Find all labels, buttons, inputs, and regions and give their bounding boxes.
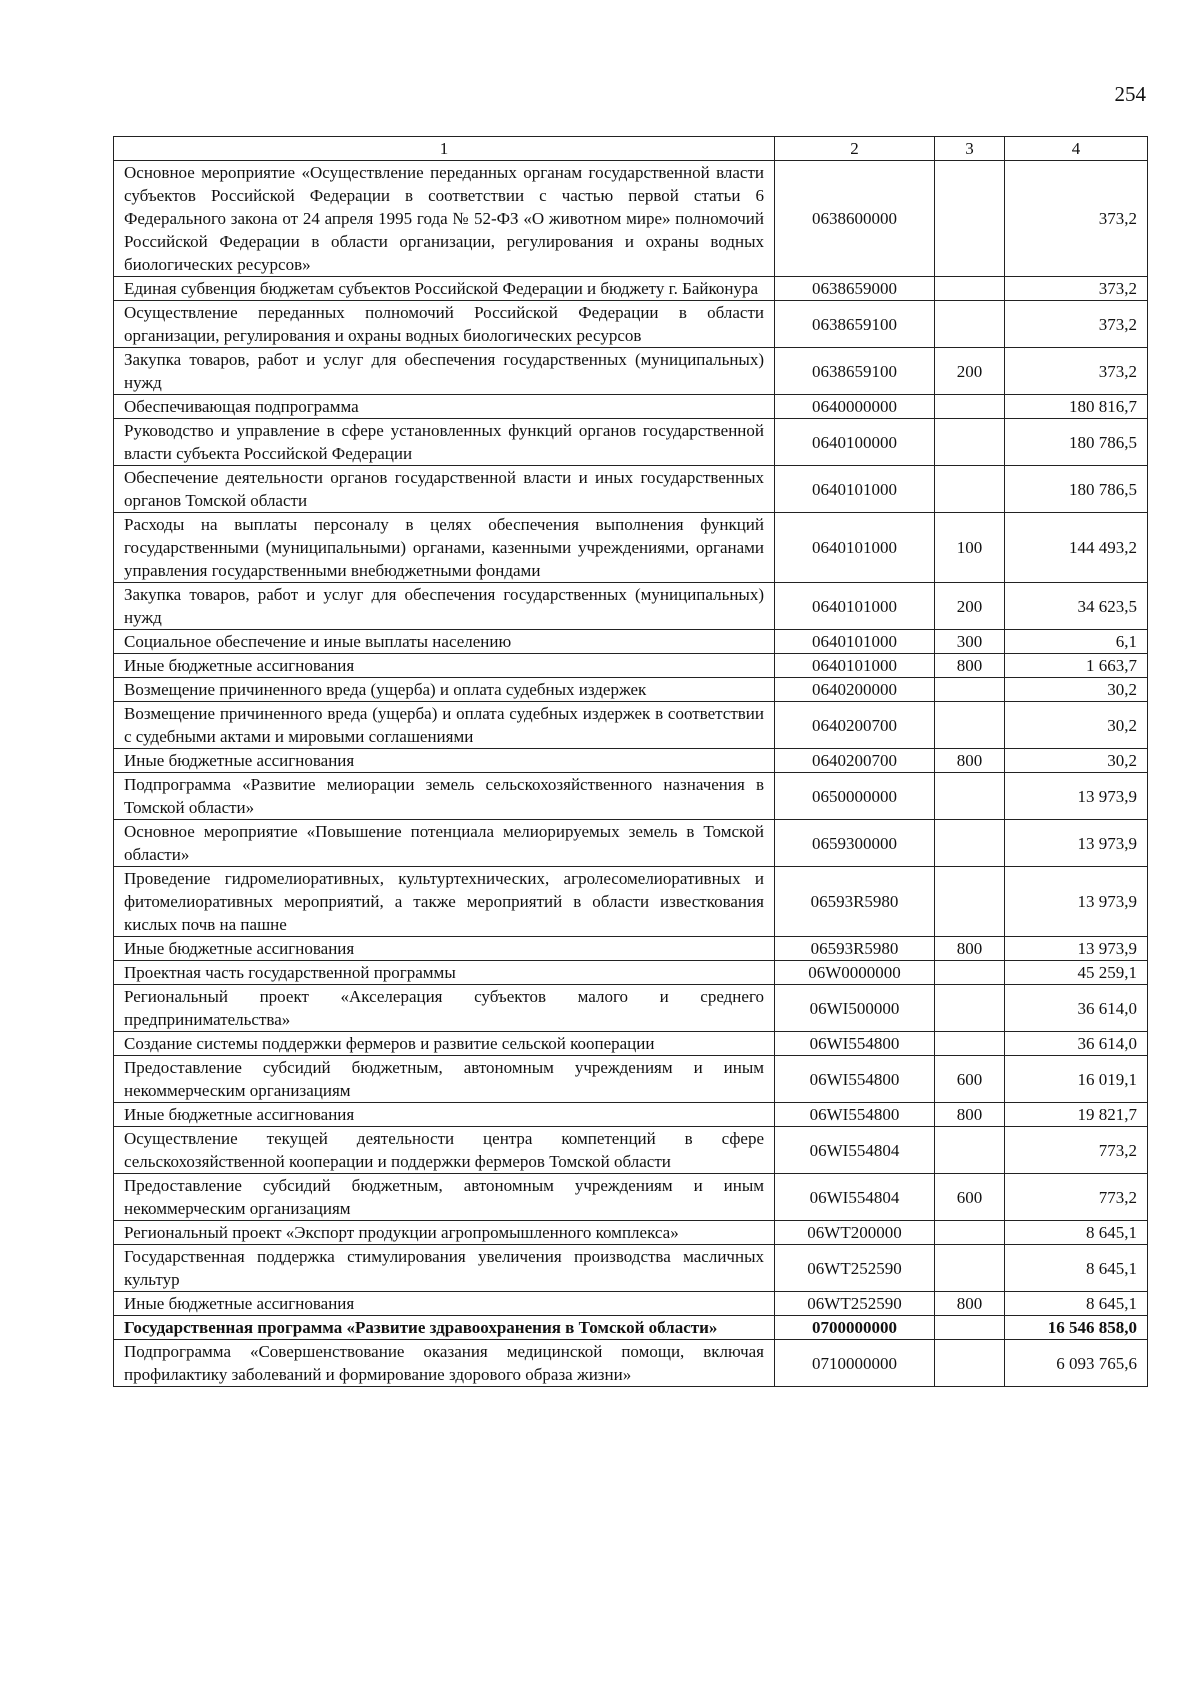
- row-amount-cell: 13 973,9: [1005, 820, 1148, 867]
- row-amount-cell: 144 493,2: [1005, 513, 1148, 583]
- row-code-cell: 0640101000: [775, 466, 935, 513]
- row-name-cell: Обеспечивающая подпрограмма: [114, 395, 775, 419]
- table-row: [114, 1103, 1148, 1127]
- row-name-cell: Осуществление текущей деятельности центра компетенций в сфере сельскохозяйственной кооперации и поддержки фермеров Томской области: [114, 1127, 775, 1174]
- row-code-cell: 06WT252590: [775, 1245, 935, 1292]
- table-row: [114, 702, 1148, 749]
- table-row: [114, 1174, 1148, 1221]
- table-row: [114, 161, 1148, 277]
- row-code-cell: 0640200700: [775, 702, 935, 749]
- row-name-cell: Создание системы поддержки фермеров и развитие сельской кооперации: [114, 1032, 775, 1056]
- row-code-cell: 0638659100: [775, 301, 935, 348]
- row-code-cell: 0659300000: [775, 820, 935, 867]
- table-row: [114, 1316, 1148, 1340]
- row-vr-cell: [935, 1127, 1005, 1174]
- row-vr-cell: [935, 1340, 1005, 1387]
- row-code-cell: 06WI554800: [775, 1032, 935, 1056]
- row-amount-cell: 373,2: [1005, 161, 1148, 277]
- row-code-cell: 06WT200000: [775, 1221, 935, 1245]
- row-vr-cell: [935, 466, 1005, 513]
- row-vr-cell: 800: [935, 654, 1005, 678]
- row-code-cell: 0640200700: [775, 749, 935, 773]
- header-col-3: 3: [935, 137, 1005, 161]
- row-amount-cell: 180 786,5: [1005, 419, 1148, 466]
- row-amount-cell: 773,2: [1005, 1174, 1148, 1221]
- table-row: [114, 1340, 1148, 1387]
- row-amount-cell: 180 816,7: [1005, 395, 1148, 419]
- table-row: [114, 301, 1148, 348]
- row-name-cell: Предоставление субсидий бюджетным, автономным учреждениям и иным некоммерческим организациям: [114, 1056, 775, 1103]
- row-amount-cell: 373,2: [1005, 277, 1148, 301]
- row-amount-cell: 13 973,9: [1005, 867, 1148, 937]
- table-row: [114, 937, 1148, 961]
- row-vr-cell: [935, 161, 1005, 277]
- row-code-cell: 0650000000: [775, 773, 935, 820]
- table-row: [114, 867, 1148, 937]
- row-code-cell: 06WI554800: [775, 1056, 935, 1103]
- table-row: [114, 348, 1148, 395]
- row-code-cell: 0640200000: [775, 678, 935, 702]
- row-amount-cell: 19 821,7: [1005, 1103, 1148, 1127]
- row-vr-cell: 600: [935, 1056, 1005, 1103]
- row-code-cell: 06593R5980: [775, 867, 935, 937]
- row-amount-cell: 180 786,5: [1005, 466, 1148, 513]
- table-row: [114, 773, 1148, 820]
- row-amount-cell: 1 663,7: [1005, 654, 1148, 678]
- row-name-cell: Закупка товаров, работ и услуг для обеспечения государственных (муниципальных) нужд: [114, 583, 775, 630]
- row-name-cell: Государственная программа «Развитие здравоохранения в Томской области»: [114, 1316, 775, 1340]
- row-vr-cell: [935, 277, 1005, 301]
- row-vr-cell: 800: [935, 1292, 1005, 1316]
- row-name-cell: Подпрограмма «Развитие мелиорации земель сельскохозяйственного назначения в Томской области»: [114, 773, 775, 820]
- row-amount-cell: 6,1: [1005, 630, 1148, 654]
- row-vr-cell: [935, 678, 1005, 702]
- table-row: [114, 583, 1148, 630]
- table-row: [114, 1032, 1148, 1056]
- row-code-cell: 06WI500000: [775, 985, 935, 1032]
- row-code-cell: 06WT252590: [775, 1292, 935, 1316]
- row-vr-cell: 200: [935, 348, 1005, 395]
- row-vr-cell: [935, 820, 1005, 867]
- row-vr-cell: [935, 985, 1005, 1032]
- table-row: [114, 961, 1148, 985]
- row-name-cell: Иные бюджетные ассигнования: [114, 654, 775, 678]
- row-name-cell: Единая субвенция бюджетам субъектов Российской Федерации и бюджету г. Байконура: [114, 277, 775, 301]
- row-vr-cell: 200: [935, 583, 1005, 630]
- table-row: [114, 277, 1148, 301]
- row-code-cell: 0710000000: [775, 1340, 935, 1387]
- row-amount-cell: 36 614,0: [1005, 985, 1148, 1032]
- row-amount-cell: 13 973,9: [1005, 937, 1148, 961]
- row-name-cell: Расходы на выплаты персоналу в целях обеспечения выполнения функций государственными (муниципальными) органами, казенными учреждениями, органами управления государственными внебюджетными фондами: [114, 513, 775, 583]
- header-col-4: 4: [1005, 137, 1148, 161]
- row-amount-cell: 8 645,1: [1005, 1221, 1148, 1245]
- table-row: [114, 466, 1148, 513]
- table-row: [114, 820, 1148, 867]
- row-name-cell: Социальное обеспечение и иные выплаты населению: [114, 630, 775, 654]
- table-row: [114, 395, 1148, 419]
- table-row: [114, 1127, 1148, 1174]
- row-code-cell: 0638659000: [775, 277, 935, 301]
- row-vr-cell: 600: [935, 1174, 1005, 1221]
- row-code-cell: 0640101000: [775, 630, 935, 654]
- row-name-cell: Региональный проект «Акселерация субъектов малого и среднего предпринимательства»: [114, 985, 775, 1032]
- row-amount-cell: 8 645,1: [1005, 1292, 1148, 1316]
- row-code-cell: 0640101000: [775, 583, 935, 630]
- table-row: [114, 513, 1148, 583]
- row-code-cell: 0640100000: [775, 419, 935, 466]
- row-vr-cell: 800: [935, 749, 1005, 773]
- table-row: [114, 654, 1148, 678]
- row-name-cell: Возмещение причиненного вреда (ущерба) и оплата судебных издержек: [114, 678, 775, 702]
- table-row: [114, 749, 1148, 773]
- row-amount-cell: 773,2: [1005, 1127, 1148, 1174]
- row-code-cell: 0638600000: [775, 161, 935, 277]
- row-name-cell: Иные бюджетные ассигнования: [114, 1103, 775, 1127]
- row-code-cell: 0640101000: [775, 654, 935, 678]
- row-code-cell: 06WI554804: [775, 1127, 935, 1174]
- row-vr-cell: [935, 1316, 1005, 1340]
- table-row: [114, 1292, 1148, 1316]
- table-header-row: [114, 137, 1148, 161]
- page-number: 254: [1114, 82, 1146, 106]
- row-amount-cell: 36 614,0: [1005, 1032, 1148, 1056]
- row-vr-cell: [935, 395, 1005, 419]
- row-name-cell: Руководство и управление в сфере установленных функций органов государственной власти субъекта Российской Федерации: [114, 419, 775, 466]
- row-name-cell: Проектная часть государственной программы: [114, 961, 775, 985]
- table-row: [114, 1056, 1148, 1103]
- row-vr-cell: [935, 702, 1005, 749]
- row-code-cell: 0638659100: [775, 348, 935, 395]
- row-amount-cell: 30,2: [1005, 678, 1148, 702]
- table-row: [114, 985, 1148, 1032]
- row-code-cell: 0700000000: [775, 1316, 935, 1340]
- row-amount-cell: 45 259,1: [1005, 961, 1148, 985]
- table-row: [114, 1221, 1148, 1245]
- row-amount-cell: 6 093 765,6: [1005, 1340, 1148, 1387]
- row-amount-cell: 30,2: [1005, 702, 1148, 749]
- table-row: [114, 419, 1148, 466]
- header-col-2: 2: [775, 137, 935, 161]
- table-row: [114, 1245, 1148, 1292]
- row-code-cell: 0640101000: [775, 513, 935, 583]
- row-vr-cell: 100: [935, 513, 1005, 583]
- row-amount-cell: 30,2: [1005, 749, 1148, 773]
- row-vr-cell: [935, 867, 1005, 937]
- row-vr-cell: [935, 961, 1005, 985]
- row-name-cell: Основное мероприятие «Повышение потенциала мелиорируемых земель в Томской области»: [114, 820, 775, 867]
- row-name-cell: Осуществление переданных полномочий Российской Федерации в области организации, регулирования и охраны водных биологических ресурсов: [114, 301, 775, 348]
- row-name-cell: Государственная поддержка стимулирования увеличения производства масличных культур: [114, 1245, 775, 1292]
- row-name-cell: Иные бюджетные ассигнования: [114, 1292, 775, 1316]
- row-name-cell: Закупка товаров, работ и услуг для обеспечения государственных (муниципальных) нужд: [114, 348, 775, 395]
- row-vr-cell: [935, 301, 1005, 348]
- row-vr-cell: [935, 419, 1005, 466]
- header-col-1: 1: [114, 137, 775, 161]
- row-code-cell: 06WI554804: [775, 1174, 935, 1221]
- row-name-cell: Подпрограмма «Совершенствование оказания медицинской помощи, включая профилактику заболеваний и формирование здорового образа жизни»: [114, 1340, 775, 1387]
- row-name-cell: Возмещение причиненного вреда (ущерба) и оплата судебных издержек в соответствии с судебными актами и мировыми соглашениями: [114, 702, 775, 749]
- row-vr-cell: [935, 773, 1005, 820]
- row-code-cell: 0640000000: [775, 395, 935, 419]
- table-row: [114, 630, 1148, 654]
- row-vr-cell: [935, 1032, 1005, 1056]
- row-vr-cell: [935, 1245, 1005, 1292]
- row-name-cell: Региональный проект «Экспорт продукции агропромышленного комплекса»: [114, 1221, 775, 1245]
- row-vr-cell: [935, 1221, 1005, 1245]
- budget-table: [113, 136, 1148, 1387]
- row-name-cell: Иные бюджетные ассигнования: [114, 937, 775, 961]
- row-code-cell: 06593R5980: [775, 937, 935, 961]
- row-code-cell: 06WI554800: [775, 1103, 935, 1127]
- row-amount-cell: 16 546 858,0: [1005, 1316, 1148, 1340]
- row-name-cell: Обеспечение деятельности органов государственной власти и иных государственных органов Томской области: [114, 466, 775, 513]
- row-amount-cell: 13 973,9: [1005, 773, 1148, 820]
- row-name-cell: Проведение гидромелиоративных, культуртехнических, агролесомелиоративных и фитомелиоративных мероприятий, а также мероприятий в области известкования кислых почв на пашне: [114, 867, 775, 937]
- row-code-cell: 06W0000000: [775, 961, 935, 985]
- table-row: [114, 678, 1148, 702]
- row-amount-cell: 373,2: [1005, 301, 1148, 348]
- row-vr-cell: 800: [935, 1103, 1005, 1127]
- row-vr-cell: 300: [935, 630, 1005, 654]
- row-name-cell: Основное мероприятие «Осуществление переданных органам государственной власти субъектов Российской Федерации в соответствии с частью первой статьи 6 Федерального закона от 24 апреля 1995 года № 52-ФЗ «О животном мире» полномочий Российской Федерации в области организации, регулирования и охраны водных биологических ресурсов»: [114, 161, 775, 277]
- row-amount-cell: 373,2: [1005, 348, 1148, 395]
- row-amount-cell: 34 623,5: [1005, 583, 1148, 630]
- row-name-cell: Предоставление субсидий бюджетным, автономным учреждениям и иным некоммерческим организациям: [114, 1174, 775, 1221]
- row-name-cell: Иные бюджетные ассигнования: [114, 749, 775, 773]
- row-vr-cell: 800: [935, 937, 1005, 961]
- row-amount-cell: 8 645,1: [1005, 1245, 1148, 1292]
- row-amount-cell: 16 019,1: [1005, 1056, 1148, 1103]
